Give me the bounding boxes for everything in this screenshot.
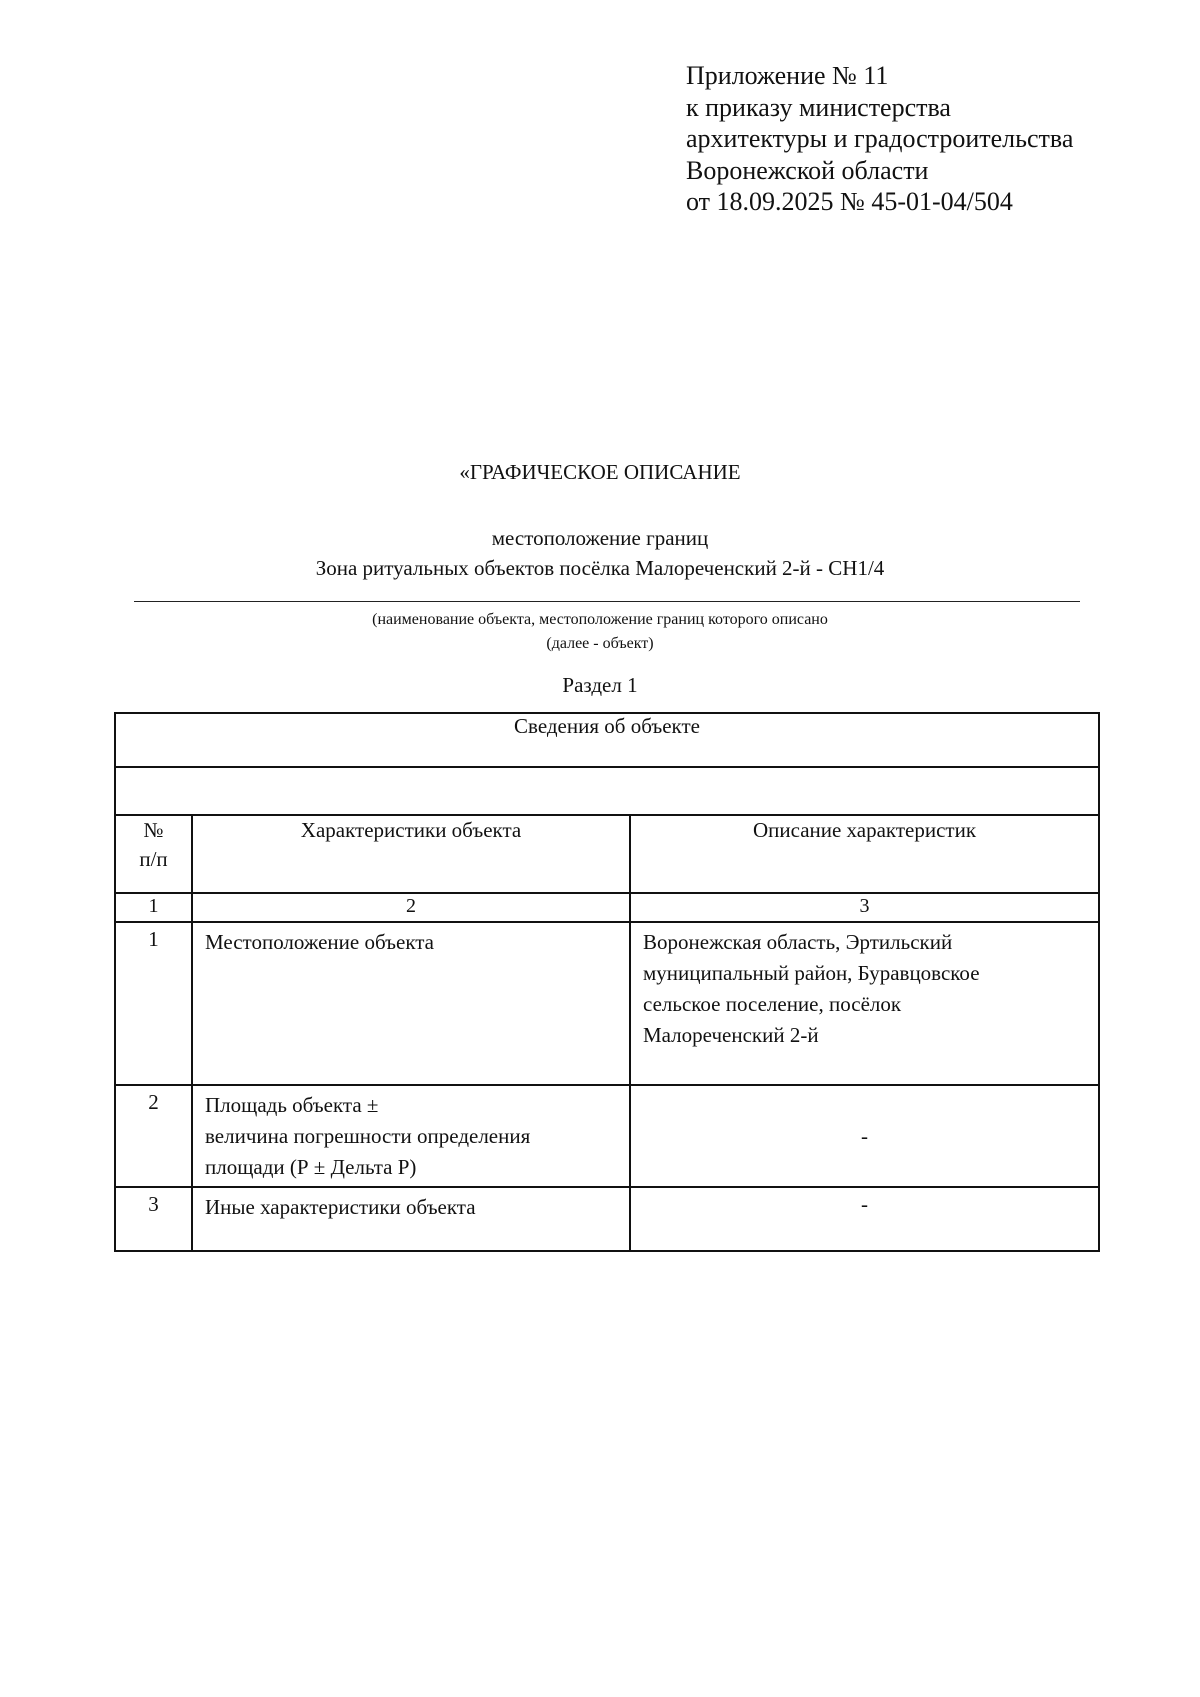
- document-title: «ГРАФИЧЕСКОЕ ОПИСАНИЕ: [459, 460, 741, 484]
- column-number-row: [115, 893, 1099, 922]
- row-description: -: [630, 1187, 1099, 1251]
- appendix-line: к приказу министерства: [686, 92, 951, 122]
- table-row: [115, 1085, 1099, 1187]
- characteristic-line: Площадь объекта ±: [205, 1093, 379, 1117]
- section-heading: Раздел 1: [562, 673, 638, 697]
- row-characteristic: [192, 1085, 630, 1187]
- object-caption: [0, 608, 1200, 656]
- caption-line: (далее - объект): [546, 635, 654, 652]
- column-header-description: Описание характеристик: [630, 815, 1099, 893]
- appendix-line: Приложение № 11: [686, 61, 889, 90]
- appendix-header: [686, 60, 1073, 218]
- row-characteristic: Местоположение объекта: [192, 922, 630, 1085]
- description-line: муниципальный район, Буравцовское: [643, 961, 980, 985]
- num-header-line: №: [143, 818, 164, 842]
- column-header-row: [115, 815, 1099, 893]
- appendix-line: от 18.09.2025 № 45-01-04/504: [686, 187, 1013, 216]
- object-info-table: [114, 712, 1100, 1252]
- appendix-line: архитектуры и градостроительства: [686, 124, 1074, 153]
- table-row: [115, 922, 1099, 1085]
- underline-rule: [134, 601, 1080, 602]
- characteristic-line: площади (Р ± Дельта Р): [205, 1155, 417, 1179]
- subtitle-line: местоположение границ: [491, 526, 709, 550]
- column-header-characteristic: Характеристики объекта: [192, 815, 630, 893]
- description-line: сельское поселение, посёлок: [643, 992, 902, 1016]
- description-line: Малореченский 2-й: [643, 1023, 819, 1047]
- subtitle-line: Зона ритуальных объектов посёлка Малореченский 2-й - СН1/4: [315, 556, 885, 580]
- row-number: 3: [115, 1187, 192, 1251]
- table-header-row: [115, 713, 1099, 767]
- column-header-num: [115, 815, 192, 893]
- num-header-line: п/п: [139, 847, 168, 871]
- table-row: [115, 1187, 1099, 1251]
- table-header: Сведения об объекте: [115, 713, 1099, 767]
- row-characteristic: Иные характеристики объекта: [192, 1187, 630, 1251]
- column-number: 1: [115, 893, 192, 922]
- document-subtitle: [0, 523, 1200, 583]
- row-number: 2: [115, 1085, 192, 1187]
- caption-line: (наименование объекта, местоположение границ которого описано: [372, 611, 828, 628]
- table-blank-row: [115, 767, 1099, 815]
- column-number: 3: [630, 893, 1099, 922]
- blank-cell: [115, 767, 1099, 815]
- row-number: 1: [115, 922, 192, 1085]
- characteristic-line: величина погрешности определения: [205, 1124, 531, 1148]
- description-line: Воронежская область, Эртильский: [643, 930, 953, 954]
- row-description: -: [630, 1085, 1099, 1187]
- appendix-line: Воронежской области: [686, 155, 929, 185]
- row-description: [630, 922, 1099, 1085]
- column-number: 2: [192, 893, 630, 922]
